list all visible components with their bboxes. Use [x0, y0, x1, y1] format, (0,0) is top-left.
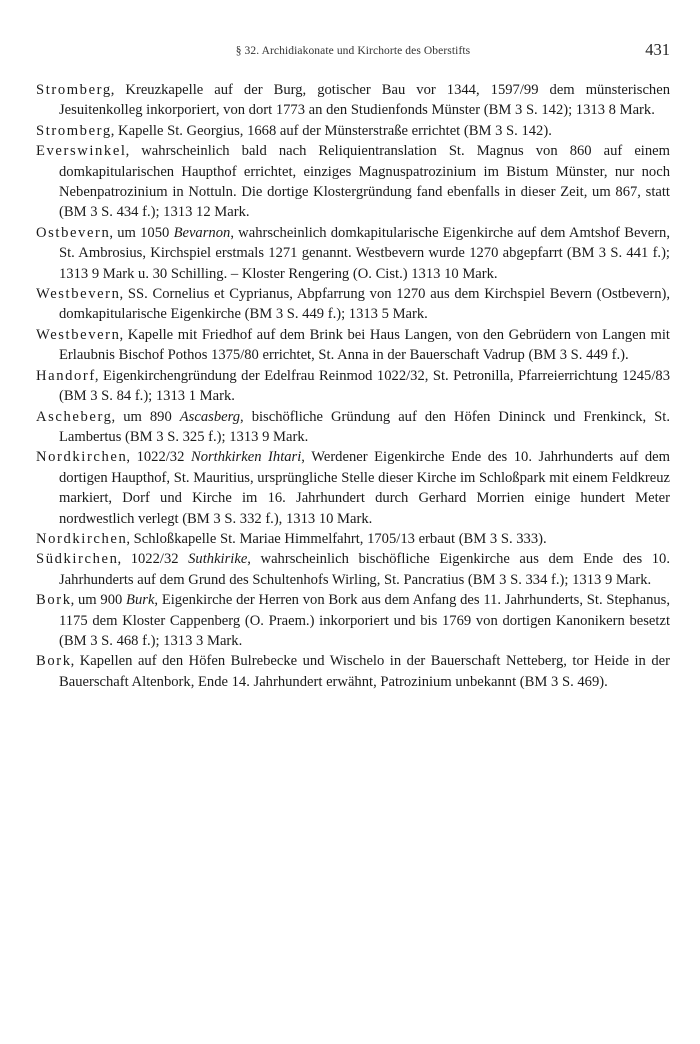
entry-place-name: Nordkirchen: [36, 530, 128, 547]
entry-description: , wahrscheinlich domkapitularische Eigenkirche auf dem Amtshof Bevern, St. Ambrosius, Kirchspiel erstmals 1271 genannt. Westbevern wurde 1270 abgepfarrt (BM 3 S. 441 f.); 1313 9 Mark u. 30 Schilling. – Kloster Rengering (O. Cist.) 1313 10 Mark.: [59, 224, 671, 282]
entry-item: [36, 549, 670, 590]
entry-item: [36, 121, 670, 141]
entry-place-name: Everswinkel: [36, 143, 127, 160]
entry-historic-name: Northkirken Ihtari: [190, 449, 302, 466]
entry-item: [36, 366, 670, 407]
entry-place-name: Ascheberg: [36, 408, 113, 425]
entry-description: , Eigenkirche der Herren von Bork aus dem Anfang des 11. Jahrhunderts, St. Stephanus, 1175 dem Kloster Cappenberg (O. Praem.) inkorporiert und bis 1769 von dortigen Kanonikern besetzt (BM 3 S. 468 f.); 1313 3 Mark.: [59, 592, 670, 649]
entry-item: [36, 223, 670, 284]
entry-description: , Schloßkapelle St. Mariae Himmelfahrt, 1705/13 erbaut (BM 3 S. 333).: [126, 530, 547, 547]
entry-date-text: , um 890: [111, 408, 180, 425]
entry-date-text: , um 900: [70, 592, 127, 609]
entry-place-name: Nordkirchen: [36, 449, 128, 466]
entry-description: , Kreuzkapelle auf der Burg, gotischer Bau vor 1344, 1597/99 dem münsterischen Jesuitenkolleg inkorporiert, von dort 1773 an den Studienfonds Münster (BM 3 S. 142); 1313 8 Mark.: [59, 82, 670, 119]
entry-description: , Kapellen auf den Höfen Bulrebecke und Wischelo in der Bauerschaft Netteberg, tor Heide in der Bauerschaft Altenbork, Ende 14. Jahrhundert erwähnt, Patrozinium unbekannt (BM 3 S. 469).: [59, 653, 670, 690]
entry-description: , Werdener Eigenkirche Ende des 10. Jahrhunderts auf dem dortigen Haupthof, St. Mauritius, ursprüngliche Stelle dieser Kirche im Schloßpark mit einem Feldkreuz markiert, Dorf und Kirche im 16. Jahrhundert durch Gerhard Morrien einige hundert Meter nordwestlich verlegt (BM 3 S. 332 f.), 1313 10 Mark.: [59, 449, 670, 527]
entry-place-name: Bork: [36, 653, 72, 670]
entry-description: , wahrscheinlich bald nach Reliquientranslation St. Magnus von 860 auf einem domkapitularischen Haupthof errichtet, einziges Magnuspatrozinium im Bistum Münster, nur noch Nebenpatrozinium in Nottuln. Die dortige Klostergründung fand ebenfalls in dieser Zeit, um 867, statt (BM 3 S. 434 f.); 1313 12 Mark.: [59, 143, 670, 221]
entry-place-name: Ostbevern: [36, 224, 111, 241]
entry-description: , Eigenkirchengründung der Edelfrau Reinmod 1022/32, St. Petronilla, Pfarreierrichtung 1245/83 (BM 3 S. 84 f.); 1313 1 Mark.: [59, 367, 670, 405]
entry-item: [36, 590, 670, 651]
entry-date-text: , 1022/32: [117, 551, 189, 568]
entry-historic-name: Bevarnon: [173, 224, 231, 241]
entry-historic-name: Ascasberg: [179, 408, 241, 425]
entry-description: , bischöfliche Gründung auf den Höfen Dininck und Frenkinck, St. Lambertus (BM 3 S. 325 f.); 1313 9 Mark.: [59, 408, 670, 445]
entry-date-text: , 1022/32: [126, 449, 191, 466]
entry-place-name: Westbevern: [36, 326, 121, 343]
entry-item: [36, 651, 670, 692]
entry-historic-name: Suthkirike: [188, 551, 248, 568]
entry-description: , Kapelle mit Friedhof auf dem Brink bei Haus Langen, von den Gebrüdern von Langen mit Erlaubnis Bischof Pothos 1375/80 errichtet, St. Anna in der Bauerschaft Vadrup (BM 3 S. 449 f.).: [59, 326, 670, 364]
entry-description: , wahrscheinlich bischöfliche Eigenkirche aus dem Ende des 10. Jahrhunderts auf dem Grund des Schultenhofs Wirling, St. Pancratius (BM 3 S. 334 f.); 1313 9 Mark.: [59, 551, 670, 588]
entry-date-text: , um 1050: [109, 224, 174, 241]
entry-item: [36, 529, 670, 549]
entry-item: [36, 141, 670, 223]
running-head: § 32. Archidiakonate und Kirchorte des Oberstifts: [235, 45, 471, 57]
entry-description: , Kapelle St. Georgius, 1668 auf der Münsterstraße errichtet (BM 3 S. 142).: [110, 122, 552, 139]
entry-item: [36, 407, 670, 448]
page-header: [36, 40, 670, 64]
entry-place-name: Stromberg: [36, 122, 112, 139]
entry-place-name: Bork: [36, 592, 72, 609]
entry-item: [36, 80, 670, 121]
entry-place-name: Westbevern: [36, 286, 121, 303]
entry-item: [36, 325, 670, 366]
entry-place-name: Südkirchen: [36, 551, 119, 568]
entry-historic-name: Burk: [126, 592, 155, 609]
entry-description: , SS. Cornelius et Cyprianus, Abpfarrung von 1270 aus dem Kirchspiel Bevern (Ostbevern), domkapitularische Eigenkirche (BM 3 S. 449 f.); 1313 5 Mark.: [59, 286, 670, 323]
page-number: 431: [645, 40, 670, 59]
entry-list: [36, 80, 670, 692]
entry-place-name: Handorf: [36, 367, 96, 384]
entry-item: [36, 447, 670, 529]
entry-item: [36, 284, 670, 325]
entry-place-name: Stromberg: [36, 82, 112, 98]
